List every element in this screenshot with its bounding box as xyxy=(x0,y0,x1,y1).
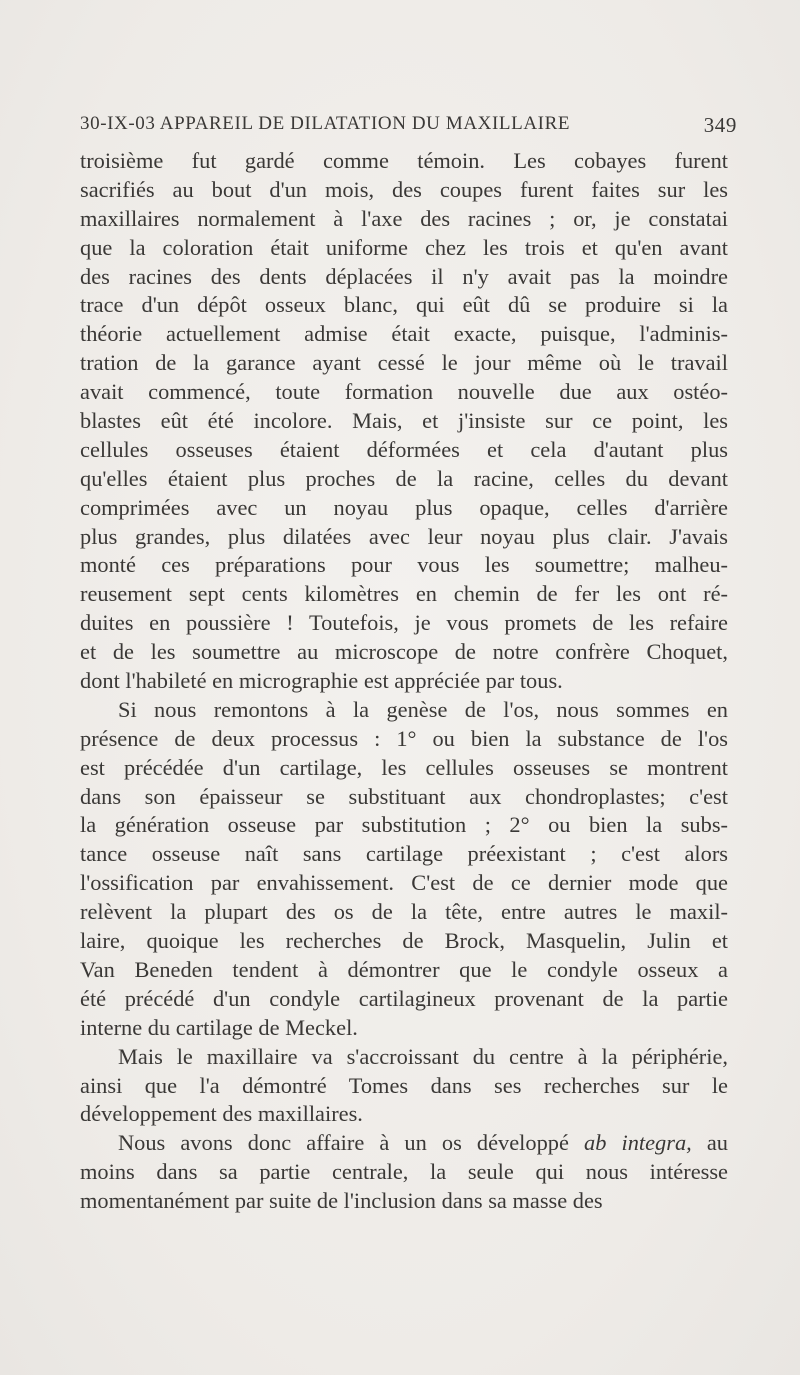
text-line: Mais le maxillaire va s'accroissant du centre à la périphérie, xyxy=(118,1043,728,1069)
text-line: moins dans sa partie centrale, la seule qui nous intéresse xyxy=(80,1159,728,1185)
text-line: présence de deux processus : 1° ou bien la substance de l'os xyxy=(80,725,728,751)
text-line: tration de la garance ayant cessé le jour même où le travail xyxy=(80,350,728,376)
text-line: qu'elles étaient plus proches de la racine, celles du devant xyxy=(80,465,728,491)
page-body xyxy=(80,147,728,1216)
text-line: blastes eût été incolore. Mais, et j'insiste sur ce point, les xyxy=(80,408,728,434)
text-line: laire, quoique les recherches de Brock, Masquelin, Julin et xyxy=(80,928,728,954)
text-line: des racines des dents déplacées il n'y avait pas la moindre xyxy=(80,263,728,289)
text-line: dont l'habileté en micrographie est appréciée par tous. xyxy=(80,668,563,694)
text-line: relèvent la plupart des os de la tête, entre autres le maxil- xyxy=(80,899,728,925)
text-line: interne du cartilage de Meckel. xyxy=(80,1014,358,1040)
text-line: reusement sept cents kilomètres en chemin de fer les ont ré- xyxy=(80,581,728,607)
text-line: la génération osseuse par substitution ; 2° ou bien la subs- xyxy=(80,812,728,838)
text-line: monté ces préparations pour vous les soumettre; malheu- xyxy=(80,552,728,578)
page-number: 349 xyxy=(703,113,737,137)
text-line: développement des maxillaires. xyxy=(80,1101,363,1127)
text-line: troisième fut gardé comme témoin. Les cobayes furent xyxy=(80,148,728,173)
text-run: Nous avons donc affaire à un os développé xyxy=(118,1130,569,1156)
text-line: l'ossification par envahissement. C'est de ce dernier mode que xyxy=(80,870,728,896)
text-line: théorie actuellement admise était exacte, puisque, l'adminis- xyxy=(80,321,728,347)
text-line: dans son épaisseur se substituant aux chondroplastes; c'est xyxy=(80,783,728,809)
text-line: comprimées avec un noyau plus opaque, celles d'arrière xyxy=(80,494,728,520)
text-line: duites en poussière ! Toutefois, je vous promets de les refaire xyxy=(80,610,728,636)
text-line: maxillaires normalement à l'axe des racines ; or, je constatai xyxy=(80,205,728,231)
text-line: que la coloration était uniforme chez les trois et qu'en avant xyxy=(80,234,728,260)
text-line: avait commencé, toute formation nouvelle due aux ostéo- xyxy=(80,379,728,405)
text-line: sacrifiés au bout d'un mois, des coupes furent faites sur les xyxy=(80,176,728,202)
text-line xyxy=(80,1129,728,1158)
text-line: tance osseuse naît sans cartilage préexistant ; c'est alors xyxy=(80,841,728,867)
text-line: été précédé d'un condyle cartilagineux provenant de la partie xyxy=(80,985,728,1011)
italic-text-run: ab integra, xyxy=(584,1130,692,1156)
text-run: au xyxy=(706,1130,728,1156)
text-line: Si nous remontons à la genèse de l'os, nous sommes en xyxy=(118,696,728,722)
text-line: est précédée d'un cartilage, les cellules osseuses se montrent xyxy=(80,754,728,780)
text-line: cellules osseuses étaient déformées et cela d'autant plus xyxy=(80,436,728,462)
text-line: et de les soumettre au microscope de notre confrère Choquet, xyxy=(80,639,728,665)
running-title: 30-IX-03 APPAREIL DE DILATATION DU MAXILLAIRE xyxy=(80,113,571,134)
text-line: ainsi que l'a démontré Tomes dans ses recherches sur le xyxy=(80,1072,728,1098)
text-line: trace d'un dépôt osseux blanc, qui eût dû se produire si la xyxy=(80,292,728,318)
text-line: momentanément par suite de l'inclusion dans sa masse des xyxy=(80,1188,603,1214)
text-line: Van Beneden tendent à démontrer que le condyle osseux a xyxy=(80,956,728,982)
text-line: plus grandes, plus dilatées avec leur noyau plus clair. J'avais xyxy=(80,523,728,549)
running-header xyxy=(80,113,740,143)
